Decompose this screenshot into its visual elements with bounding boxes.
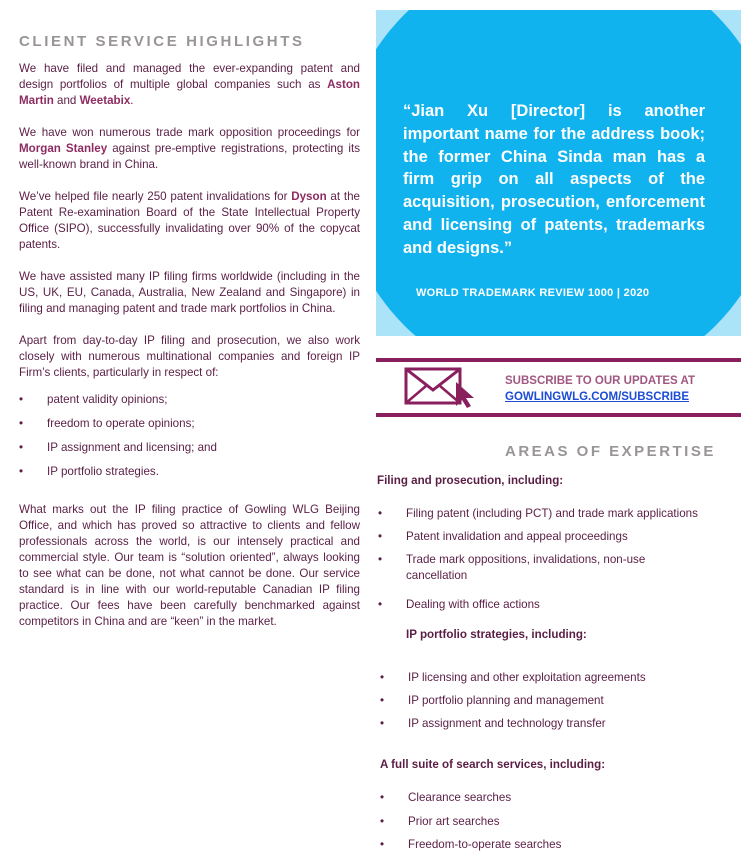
- bullet: •: [380, 815, 385, 828]
- subscribe-label: SUBSCRIBE TO OUR UPDATES AT: [505, 375, 695, 387]
- p3-text: We’ve helped file nearly 250 patent invalidations for: [19, 190, 292, 203]
- paragraph-day-to-day: Apart from day-to-day IP filing and prosecution, we also work closely with numerous multinational companies and foreign IP Firm’s clients, particularly in respect of:: [19, 334, 360, 379]
- quote-source: WORLD TRADEMARK REVIEW 1000 | 2020: [416, 287, 650, 299]
- paragraph-morgan-stanley: [19, 125, 360, 173]
- services-list: [19, 392, 360, 480]
- bullet: •: [378, 553, 383, 566]
- paragraph-dyson: [19, 189, 360, 253]
- search-title: A full suite of search services, including:: [380, 758, 606, 771]
- list-item: Dealing with office actions: [406, 598, 540, 611]
- bullet: •: [380, 791, 385, 804]
- bullet: •: [380, 694, 385, 707]
- p2-end: against pre-emptive registrations, protecting its well-known brand in China.: [19, 142, 360, 171]
- list-item: Trade mark oppositions, invalidations, non-use cancellation: [406, 553, 646, 582]
- list-item: • freedom to operate opinions;: [19, 416, 360, 432]
- list-item: • IP portfolio strategies.: [19, 464, 360, 480]
- list-item: Prior art searches: [408, 815, 500, 828]
- list-item: • IP assignment and licensing; and: [19, 440, 360, 456]
- list-item: • patent validity opinions;: [19, 392, 360, 408]
- list-item: IP assignment and technology transfer: [408, 717, 606, 730]
- subscribe-top-rule: [376, 358, 741, 362]
- p1-text: We have filed and managed the ever-expanding patent and design portfolios of multiple global companies such as: [19, 62, 360, 91]
- list-item: IP licensing and other exploitation agreements: [408, 671, 646, 684]
- subscribe-link[interactable]: GOWLINGWLG.COM/SUBSCRIBE: [505, 391, 689, 403]
- filing-title: Filing and prosecution, including:: [377, 474, 564, 487]
- paragraph-ip-firms: We have assisted many IP filing firms worldwide (including in the US, UK, EU, Canada, Australia, New Zealand and Singapore) in filing and managing patent and trade mark portfolios in China.: [19, 270, 360, 315]
- highlight-weetabix: Weetabix: [79, 94, 131, 107]
- highlight-aston-martin: Aston Martin: [19, 78, 360, 107]
- quote-box: [376, 10, 741, 336]
- bullet: •: [378, 530, 383, 543]
- bullet: •: [380, 717, 385, 730]
- bullet: •: [380, 838, 385, 851]
- list-item: IP portfolio planning and management: [408, 694, 604, 707]
- list-item: Patent invalidation and appeal proceedings: [406, 530, 628, 543]
- envelope-icon[interactable]: [404, 366, 480, 413]
- bullet: •: [380, 671, 385, 684]
- bullet: •: [378, 598, 383, 611]
- p3-end: at the Patent Re-examination Board of the State Intellectual Property Office (SIPO), successfully invalidating over 90% of the copycat patents.: [19, 190, 360, 251]
- list-item: Freedom-to-operate searches: [408, 838, 562, 851]
- list-item: Filing patent (including PCT) and trade mark applications: [406, 507, 698, 520]
- highlight-dyson: Dyson: [291, 190, 327, 203]
- p1-end: .: [130, 94, 134, 107]
- portfolio-title: IP portfolio strategies, including:: [406, 628, 587, 641]
- subscribe-bottom-rule: [376, 413, 741, 417]
- highlight-morgan-stanley: Morgan Stanley: [19, 142, 108, 155]
- p1-mid: and: [53, 94, 80, 107]
- paragraph-aston-martin: [19, 61, 360, 109]
- p2-text: We have won numerous trade mark opposition proceedings for: [19, 126, 360, 139]
- bullet: •: [378, 507, 383, 520]
- paragraph-practice: What marks out the IP filing practice of Gowling WLG Beijing Office, and which has proved so attractive to clients and fellow professionals across the world, is our intensely practical and commercial style. Our team is “solution oriented”, always looking to see what can be done, not what cannot be done. Our service standard is in line with our world-reputable Canadian IP filing practice. Our fees have been carefully benchmarked against competitors in China and are “keen” in the market.: [19, 503, 360, 628]
- subscribe-block: [505, 373, 695, 405]
- client-highlights-column: [19, 34, 360, 646]
- client-highlights-heading: CLIENT SERVICE HIGHLIGHTS: [19, 33, 305, 50]
- quote-text: “Jian Xu [Director] is another important name for the address book; the former China Sinda man has a firm grip on all aspects of the acquisition, prosecution, enforcement and licensing of patents, trademarks and designs.”: [403, 102, 705, 257]
- expertise-heading: AREAS OF EXPERTISE: [505, 443, 716, 460]
- list-item: Clearance searches: [408, 791, 512, 804]
